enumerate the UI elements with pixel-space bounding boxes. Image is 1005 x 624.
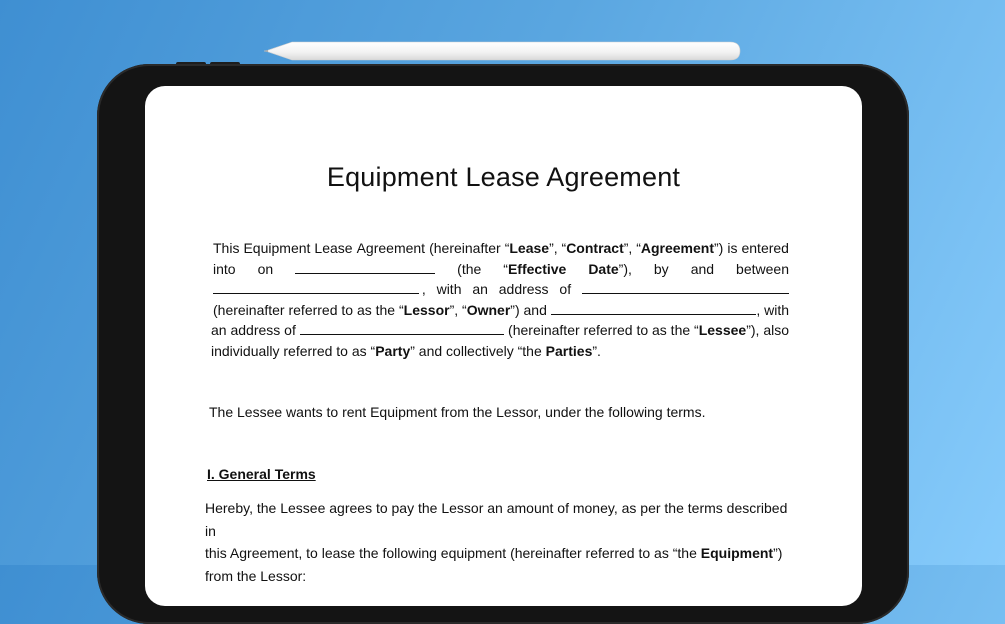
general-terms-line: from the Lessor: [205, 567, 307, 584]
intro-line [211, 320, 789, 341]
text: (hereinafter [429, 240, 501, 256]
lessor-owner-terms: “Lessor”, “Owner”) [399, 301, 520, 318]
text: and [523, 301, 547, 318]
party-term: “Party” [370, 342, 415, 359]
lessor-address-blank-line[interactable] [582, 279, 789, 294]
lessee-address-blank-line[interactable] [300, 320, 504, 335]
text: into [213, 260, 236, 277]
general-terms-line: Hereby, the Lessee agrees to pay the Lessor an amount of money, as per the terms described in [205, 500, 788, 539]
text: between [736, 260, 789, 277]
text: the [677, 545, 697, 561]
intro-line [213, 279, 789, 300]
intro-line [213, 259, 789, 280]
intro-line [213, 238, 789, 259]
text: Agreement [356, 240, 426, 256]
text: entered [741, 240, 789, 256]
text: This [213, 240, 240, 256]
text: , with [756, 301, 789, 318]
term-contract: Contract [566, 240, 624, 256]
intro-line [213, 300, 789, 321]
text: an address of [211, 322, 296, 339]
document-title: Equipment Lease Agreement [326, 162, 681, 192]
text: of [559, 281, 572, 298]
effective-date-term: “Effective [503, 260, 567, 277]
term-lessee: Lessee [698, 322, 747, 339]
term-date: Date [588, 260, 619, 277]
intro-line [211, 341, 789, 362]
rent-sentence: The Lessee wants to rent Equipment from the Lessor, under the following terms. [209, 404, 706, 420]
term-agreement: Agreement [640, 240, 714, 256]
text: this Agreement, to lease the following equipment (hereinafter referred to as [205, 545, 669, 561]
tablet-screen [145, 86, 862, 606]
text: with [436, 281, 462, 298]
term-lessor: Lessor [403, 301, 450, 318]
text: Lease [314, 240, 353, 256]
text: and [690, 260, 715, 277]
text: is [727, 240, 738, 256]
text: (the [457, 260, 482, 277]
text: , [421, 281, 426, 298]
intro-paragraph [213, 238, 789, 362]
text: also [763, 322, 789, 339]
text: on [257, 260, 274, 277]
term-equipment: Equipment [700, 545, 774, 561]
lessee-name-blank-line[interactable] [551, 300, 757, 315]
defined-terms: “Lease”, “Contract”, “Agreement”) [504, 240, 724, 256]
text: (hereinafter referred to as the [508, 322, 691, 339]
lessee-term: “Lessee”), [694, 322, 760, 339]
text: the [522, 342, 542, 359]
text: address [498, 281, 549, 298]
text: Equipment [243, 240, 311, 256]
term-lease: Lease [509, 240, 550, 256]
stylus-pencil [264, 40, 742, 62]
text: and collectively [418, 342, 514, 359]
text: individually referred to as [211, 342, 367, 359]
lessor-name-blank-line[interactable] [213, 279, 419, 294]
text: an [472, 281, 488, 298]
parties-term: “the Parties”. [517, 342, 601, 359]
general-terms-line: this Agreement, to lease the following equipment (hereinafter referred to as “the Equipment”) [205, 545, 783, 561]
date-blank-line[interactable] [295, 259, 435, 274]
term-effective: Effective [507, 260, 567, 277]
term-party: Party [375, 342, 411, 359]
text: by [653, 260, 669, 277]
effective-date-term: Date”), [588, 260, 632, 277]
term-parties: Parties [545, 342, 593, 359]
general-terms-paragraph [205, 497, 797, 587]
text: (hereinafter referred to as the [213, 301, 396, 318]
section-heading-general-terms: I. General Terms [207, 466, 316, 482]
term-owner: Owner [466, 301, 511, 318]
